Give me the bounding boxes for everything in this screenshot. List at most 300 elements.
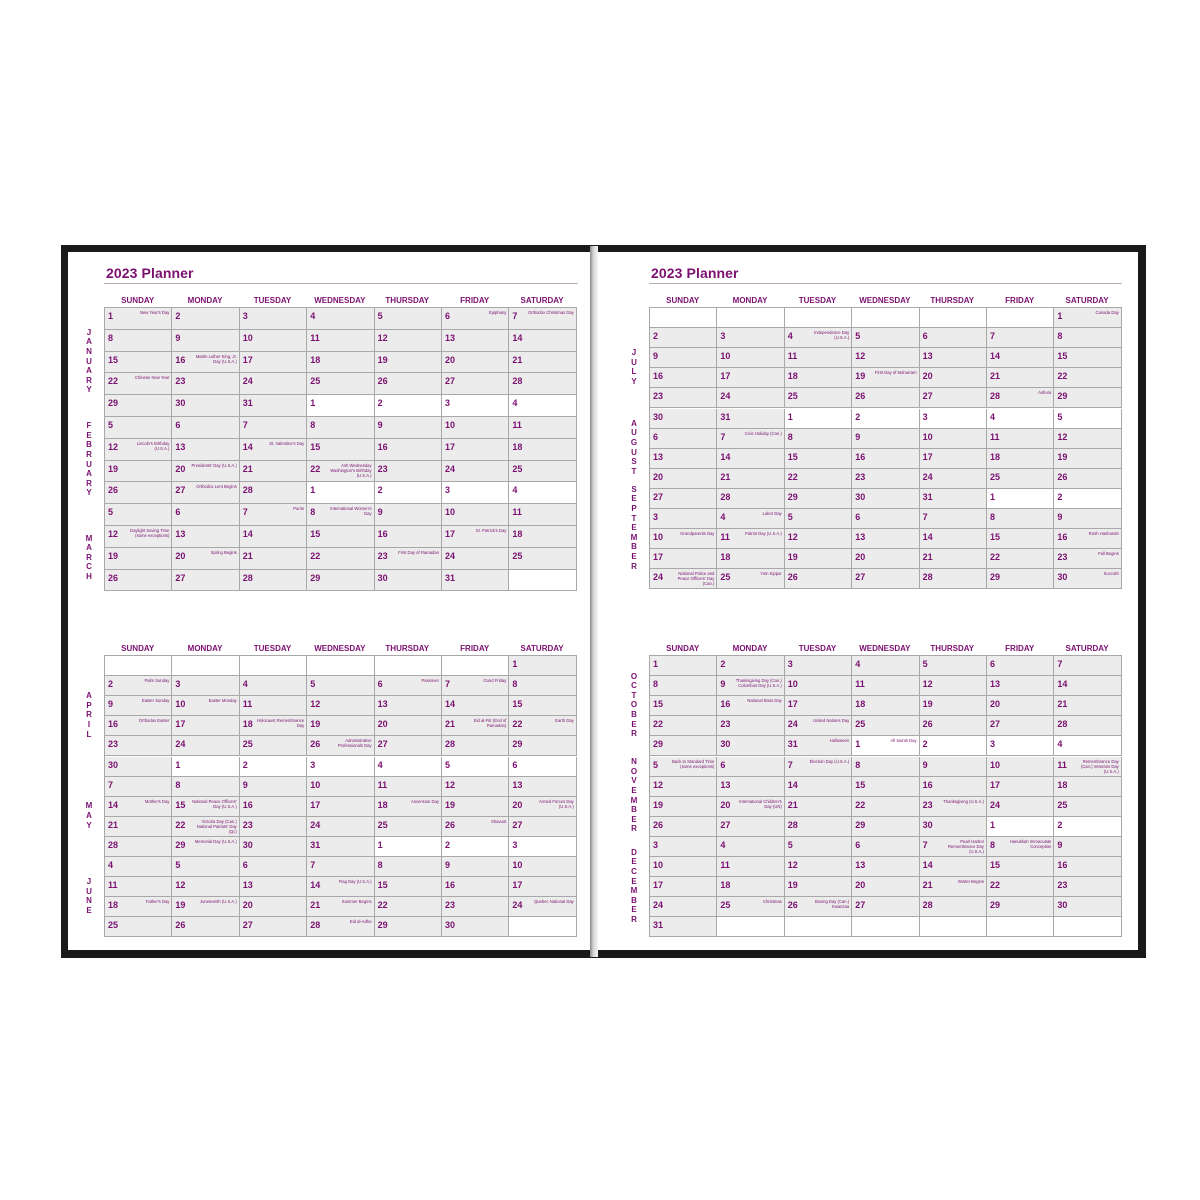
day-cell[interactable] (172, 897, 239, 917)
day-cell[interactable] (442, 308, 509, 330)
day-cell[interactable] (717, 308, 784, 328)
day-cell[interactable] (240, 676, 307, 696)
day-cell[interactable] (105, 395, 172, 417)
day-cell[interactable] (375, 736, 442, 756)
day-cell[interactable] (509, 797, 576, 817)
day-cell[interactable] (307, 656, 374, 676)
day-cell[interactable] (375, 757, 442, 777)
day-cell[interactable] (172, 877, 239, 897)
day-cell[interactable] (1054, 549, 1121, 569)
day-cell[interactable] (852, 857, 919, 877)
day-cell[interactable] (785, 736, 852, 756)
day-cell[interactable] (717, 656, 784, 676)
day-cell[interactable] (717, 857, 784, 877)
day-cell[interactable] (375, 676, 442, 696)
day-cell[interactable] (650, 837, 717, 857)
day-cell[interactable] (987, 656, 1054, 676)
day-cell[interactable] (240, 504, 307, 526)
day-cell[interactable] (307, 757, 374, 777)
day-cell[interactable] (442, 696, 509, 716)
day-cell[interactable] (172, 395, 239, 417)
day-cell[interactable] (650, 569, 717, 589)
day-cell[interactable] (307, 352, 374, 374)
day-cell[interactable] (852, 797, 919, 817)
day-cell[interactable] (240, 897, 307, 917)
day-cell[interactable] (650, 917, 717, 937)
day-cell[interactable] (920, 308, 987, 328)
day-cell[interactable] (852, 817, 919, 837)
day-cell[interactable] (1054, 716, 1121, 736)
day-cell[interactable] (852, 328, 919, 348)
day-cell[interactable] (442, 757, 509, 777)
day-cell[interactable] (650, 489, 717, 509)
day-cell[interactable] (509, 877, 576, 897)
day-cell[interactable] (375, 526, 442, 548)
day-cell[interactable] (717, 509, 784, 529)
day-cell[interactable] (307, 570, 374, 592)
day-cell[interactable] (375, 857, 442, 877)
day-cell[interactable] (240, 352, 307, 374)
day-cell[interactable] (920, 736, 987, 756)
day-cell[interactable] (852, 917, 919, 937)
day-cell[interactable] (785, 696, 852, 716)
day-cell[interactable] (920, 469, 987, 489)
day-cell[interactable] (717, 897, 784, 917)
day-cell[interactable] (852, 449, 919, 469)
day-cell[interactable] (105, 877, 172, 897)
day-cell[interactable] (987, 917, 1054, 937)
day-cell[interactable] (240, 877, 307, 897)
day-cell[interactable] (920, 837, 987, 857)
day-cell[interactable] (105, 696, 172, 716)
day-cell[interactable] (987, 569, 1054, 589)
day-cell[interactable] (920, 388, 987, 408)
day-cell[interactable] (375, 696, 442, 716)
day-cell[interactable] (852, 757, 919, 777)
day-cell[interactable] (105, 330, 172, 352)
day-cell[interactable] (852, 529, 919, 549)
day-cell[interactable] (1054, 757, 1121, 777)
day-cell[interactable] (785, 348, 852, 368)
day-cell[interactable] (442, 439, 509, 461)
day-cell[interactable] (717, 757, 784, 777)
day-cell[interactable] (987, 817, 1054, 837)
day-cell[interactable] (650, 549, 717, 569)
day-cell[interactable] (650, 409, 717, 429)
day-cell[interactable] (650, 736, 717, 756)
day-cell[interactable] (375, 777, 442, 797)
day-cell[interactable] (920, 676, 987, 696)
day-cell[interactable] (650, 449, 717, 469)
day-cell[interactable] (785, 897, 852, 917)
day-cell[interactable] (785, 409, 852, 429)
day-cell[interactable] (1054, 817, 1121, 837)
day-cell[interactable] (375, 716, 442, 736)
day-cell[interactable] (987, 509, 1054, 529)
day-cell[interactable] (307, 857, 374, 877)
day-cell[interactable] (920, 696, 987, 716)
day-cell[interactable] (172, 857, 239, 877)
day-cell[interactable] (1054, 509, 1121, 529)
day-cell[interactable] (987, 348, 1054, 368)
day-cell[interactable] (307, 504, 374, 526)
day-cell[interactable] (172, 716, 239, 736)
day-cell[interactable] (105, 352, 172, 374)
day-cell[interactable] (509, 461, 576, 483)
day-cell[interactable] (442, 716, 509, 736)
day-cell[interactable] (987, 368, 1054, 388)
day-cell[interactable] (105, 656, 172, 676)
day-cell[interactable] (785, 716, 852, 736)
day-cell[interactable] (650, 368, 717, 388)
day-cell[interactable] (987, 877, 1054, 897)
day-cell[interactable] (105, 917, 172, 937)
day-cell[interactable] (1054, 368, 1121, 388)
day-cell[interactable] (105, 777, 172, 797)
day-cell[interactable] (240, 736, 307, 756)
day-cell[interactable] (785, 877, 852, 897)
day-cell[interactable] (509, 777, 576, 797)
day-cell[interactable] (785, 777, 852, 797)
day-cell[interactable] (785, 529, 852, 549)
day-cell[interactable] (1054, 469, 1121, 489)
day-cell[interactable] (987, 409, 1054, 429)
day-cell[interactable] (105, 504, 172, 526)
day-cell[interactable] (717, 817, 784, 837)
day-cell[interactable] (442, 897, 509, 917)
day-cell[interactable] (717, 529, 784, 549)
day-cell[interactable] (852, 837, 919, 857)
day-cell[interactable] (509, 482, 576, 504)
day-cell[interactable] (172, 917, 239, 937)
day-cell[interactable] (240, 857, 307, 877)
day-cell[interactable] (442, 461, 509, 483)
day-cell[interactable] (852, 308, 919, 328)
day-cell[interactable] (920, 429, 987, 449)
day-cell[interactable] (1054, 388, 1121, 408)
day-cell[interactable] (920, 549, 987, 569)
day-cell[interactable] (240, 417, 307, 439)
day-cell[interactable] (717, 797, 784, 817)
day-cell[interactable] (307, 548, 374, 570)
day-cell[interactable] (717, 837, 784, 857)
day-cell[interactable] (105, 757, 172, 777)
day-cell[interactable] (717, 716, 784, 736)
day-cell[interactable] (650, 328, 717, 348)
day-cell[interactable] (442, 857, 509, 877)
day-cell[interactable] (172, 676, 239, 696)
day-cell[interactable] (1054, 736, 1121, 756)
day-cell[interactable] (240, 548, 307, 570)
day-cell[interactable] (987, 837, 1054, 857)
day-cell[interactable] (172, 696, 239, 716)
day-cell[interactable] (172, 352, 239, 374)
day-cell[interactable] (172, 797, 239, 817)
day-cell[interactable] (509, 526, 576, 548)
day-cell[interactable] (852, 409, 919, 429)
day-cell[interactable] (307, 330, 374, 352)
day-cell[interactable] (785, 489, 852, 509)
day-cell[interactable] (307, 395, 374, 417)
day-cell[interactable] (307, 696, 374, 716)
day-cell[interactable] (442, 330, 509, 352)
day-cell[interactable] (172, 570, 239, 592)
day-cell[interactable] (105, 439, 172, 461)
day-cell[interactable] (509, 570, 576, 592)
day-cell[interactable] (852, 469, 919, 489)
day-cell[interactable] (307, 526, 374, 548)
day-cell[interactable] (375, 917, 442, 937)
day-cell[interactable] (1054, 897, 1121, 917)
day-cell[interactable] (650, 797, 717, 817)
day-cell[interactable] (105, 817, 172, 837)
day-cell[interactable] (442, 676, 509, 696)
day-cell[interactable] (920, 409, 987, 429)
day-cell[interactable] (852, 897, 919, 917)
day-cell[interactable] (1054, 409, 1121, 429)
day-cell[interactable] (920, 529, 987, 549)
day-cell[interactable] (442, 837, 509, 857)
day-cell[interactable] (509, 504, 576, 526)
day-cell[interactable] (987, 388, 1054, 408)
day-cell[interactable] (785, 917, 852, 937)
day-cell[interactable] (307, 777, 374, 797)
day-cell[interactable] (920, 348, 987, 368)
day-cell[interactable] (172, 817, 239, 837)
day-cell[interactable] (105, 482, 172, 504)
day-cell[interactable] (172, 373, 239, 395)
day-cell[interactable] (442, 656, 509, 676)
day-cell[interactable] (442, 417, 509, 439)
day-cell[interactable] (307, 917, 374, 937)
day-cell[interactable] (785, 449, 852, 469)
day-cell[interactable] (240, 656, 307, 676)
day-cell[interactable] (717, 368, 784, 388)
day-cell[interactable] (240, 757, 307, 777)
day-cell[interactable] (785, 757, 852, 777)
day-cell[interactable] (1054, 837, 1121, 857)
day-cell[interactable] (105, 308, 172, 330)
day-cell[interactable] (650, 529, 717, 549)
day-cell[interactable] (987, 777, 1054, 797)
day-cell[interactable] (375, 308, 442, 330)
day-cell[interactable] (509, 817, 576, 837)
day-cell[interactable] (240, 837, 307, 857)
day-cell[interactable] (442, 736, 509, 756)
day-cell[interactable] (1054, 877, 1121, 897)
day-cell[interactable] (785, 549, 852, 569)
day-cell[interactable] (920, 656, 987, 676)
day-cell[interactable] (785, 509, 852, 529)
day-cell[interactable] (172, 482, 239, 504)
day-cell[interactable] (172, 461, 239, 483)
day-cell[interactable] (920, 817, 987, 837)
day-cell[interactable] (509, 857, 576, 877)
day-cell[interactable] (1054, 656, 1121, 676)
day-cell[interactable] (987, 469, 1054, 489)
day-cell[interactable] (852, 429, 919, 449)
day-cell[interactable] (1054, 308, 1121, 328)
day-cell[interactable] (650, 509, 717, 529)
day-cell[interactable] (920, 368, 987, 388)
day-cell[interactable] (1054, 348, 1121, 368)
day-cell[interactable] (987, 897, 1054, 917)
day-cell[interactable] (509, 676, 576, 696)
day-cell[interactable] (785, 368, 852, 388)
day-cell[interactable] (240, 330, 307, 352)
day-cell[interactable] (717, 877, 784, 897)
day-cell[interactable] (987, 429, 1054, 449)
day-cell[interactable] (920, 509, 987, 529)
day-cell[interactable] (920, 716, 987, 736)
day-cell[interactable] (105, 548, 172, 570)
day-cell[interactable] (650, 656, 717, 676)
day-cell[interactable] (987, 716, 1054, 736)
day-cell[interactable] (442, 526, 509, 548)
day-cell[interactable] (987, 328, 1054, 348)
day-cell[interactable] (442, 482, 509, 504)
day-cell[interactable] (509, 716, 576, 736)
day-cell[interactable] (240, 917, 307, 937)
day-cell[interactable] (509, 548, 576, 570)
day-cell[interactable] (717, 449, 784, 469)
day-cell[interactable] (852, 509, 919, 529)
day-cell[interactable] (650, 696, 717, 716)
day-cell[interactable] (442, 570, 509, 592)
day-cell[interactable] (1054, 569, 1121, 589)
day-cell[interactable] (509, 757, 576, 777)
day-cell[interactable] (105, 736, 172, 756)
day-cell[interactable] (1054, 777, 1121, 797)
day-cell[interactable] (785, 837, 852, 857)
day-cell[interactable] (442, 817, 509, 837)
day-cell[interactable] (650, 897, 717, 917)
day-cell[interactable] (375, 373, 442, 395)
day-cell[interactable] (920, 569, 987, 589)
day-cell[interactable] (650, 817, 717, 837)
day-cell[interactable] (172, 837, 239, 857)
day-cell[interactable] (240, 439, 307, 461)
day-cell[interactable] (172, 526, 239, 548)
day-cell[interactable] (785, 817, 852, 837)
day-cell[interactable] (987, 489, 1054, 509)
day-cell[interactable] (785, 656, 852, 676)
day-cell[interactable] (172, 330, 239, 352)
day-cell[interactable] (650, 429, 717, 449)
day-cell[interactable] (105, 570, 172, 592)
day-cell[interactable] (307, 482, 374, 504)
day-cell[interactable] (650, 757, 717, 777)
day-cell[interactable] (307, 676, 374, 696)
day-cell[interactable] (1054, 917, 1121, 937)
day-cell[interactable] (987, 676, 1054, 696)
day-cell[interactable] (375, 837, 442, 857)
day-cell[interactable] (240, 482, 307, 504)
day-cell[interactable] (375, 439, 442, 461)
day-cell[interactable] (785, 429, 852, 449)
day-cell[interactable] (852, 877, 919, 897)
day-cell[interactable] (509, 837, 576, 857)
day-cell[interactable] (1054, 857, 1121, 877)
day-cell[interactable] (987, 797, 1054, 817)
day-cell[interactable] (240, 308, 307, 330)
day-cell[interactable] (307, 736, 374, 756)
day-cell[interactable] (717, 409, 784, 429)
day-cell[interactable] (307, 817, 374, 837)
day-cell[interactable] (785, 857, 852, 877)
day-cell[interactable] (785, 676, 852, 696)
day-cell[interactable] (920, 757, 987, 777)
day-cell[interactable] (987, 549, 1054, 569)
day-cell[interactable] (785, 469, 852, 489)
day-cell[interactable] (307, 716, 374, 736)
day-cell[interactable] (987, 449, 1054, 469)
day-cell[interactable] (650, 469, 717, 489)
day-cell[interactable] (852, 777, 919, 797)
day-cell[interactable] (509, 736, 576, 756)
day-cell[interactable] (375, 797, 442, 817)
day-cell[interactable] (509, 696, 576, 716)
day-cell[interactable] (307, 417, 374, 439)
day-cell[interactable] (509, 917, 576, 937)
day-cell[interactable] (509, 308, 576, 330)
day-cell[interactable] (105, 676, 172, 696)
day-cell[interactable] (650, 857, 717, 877)
day-cell[interactable] (105, 897, 172, 917)
day-cell[interactable] (1054, 696, 1121, 716)
day-cell[interactable] (717, 328, 784, 348)
day-cell[interactable] (1054, 529, 1121, 549)
day-cell[interactable] (987, 857, 1054, 877)
day-cell[interactable] (920, 797, 987, 817)
day-cell[interactable] (509, 395, 576, 417)
day-cell[interactable] (307, 837, 374, 857)
day-cell[interactable] (920, 917, 987, 937)
day-cell[interactable] (509, 897, 576, 917)
day-cell[interactable] (172, 777, 239, 797)
day-cell[interactable] (920, 328, 987, 348)
day-cell[interactable] (785, 328, 852, 348)
day-cell[interactable] (172, 439, 239, 461)
day-cell[interactable] (307, 439, 374, 461)
day-cell[interactable] (1054, 676, 1121, 696)
day-cell[interactable] (442, 797, 509, 817)
day-cell[interactable] (442, 877, 509, 897)
day-cell[interactable] (920, 449, 987, 469)
day-cell[interactable] (240, 817, 307, 837)
day-cell[interactable] (442, 917, 509, 937)
day-cell[interactable] (785, 569, 852, 589)
day-cell[interactable] (650, 777, 717, 797)
day-cell[interactable] (785, 388, 852, 408)
day-cell[interactable] (785, 797, 852, 817)
day-cell[interactable] (172, 548, 239, 570)
day-cell[interactable] (375, 395, 442, 417)
day-cell[interactable] (172, 504, 239, 526)
day-cell[interactable] (1054, 797, 1121, 817)
day-cell[interactable] (442, 777, 509, 797)
day-cell[interactable] (240, 461, 307, 483)
day-cell[interactable] (852, 696, 919, 716)
day-cell[interactable] (105, 716, 172, 736)
day-cell[interactable] (240, 797, 307, 817)
day-cell[interactable] (105, 797, 172, 817)
day-cell[interactable] (307, 373, 374, 395)
day-cell[interactable] (650, 308, 717, 328)
day-cell[interactable] (240, 395, 307, 417)
day-cell[interactable] (650, 348, 717, 368)
day-cell[interactable] (717, 676, 784, 696)
